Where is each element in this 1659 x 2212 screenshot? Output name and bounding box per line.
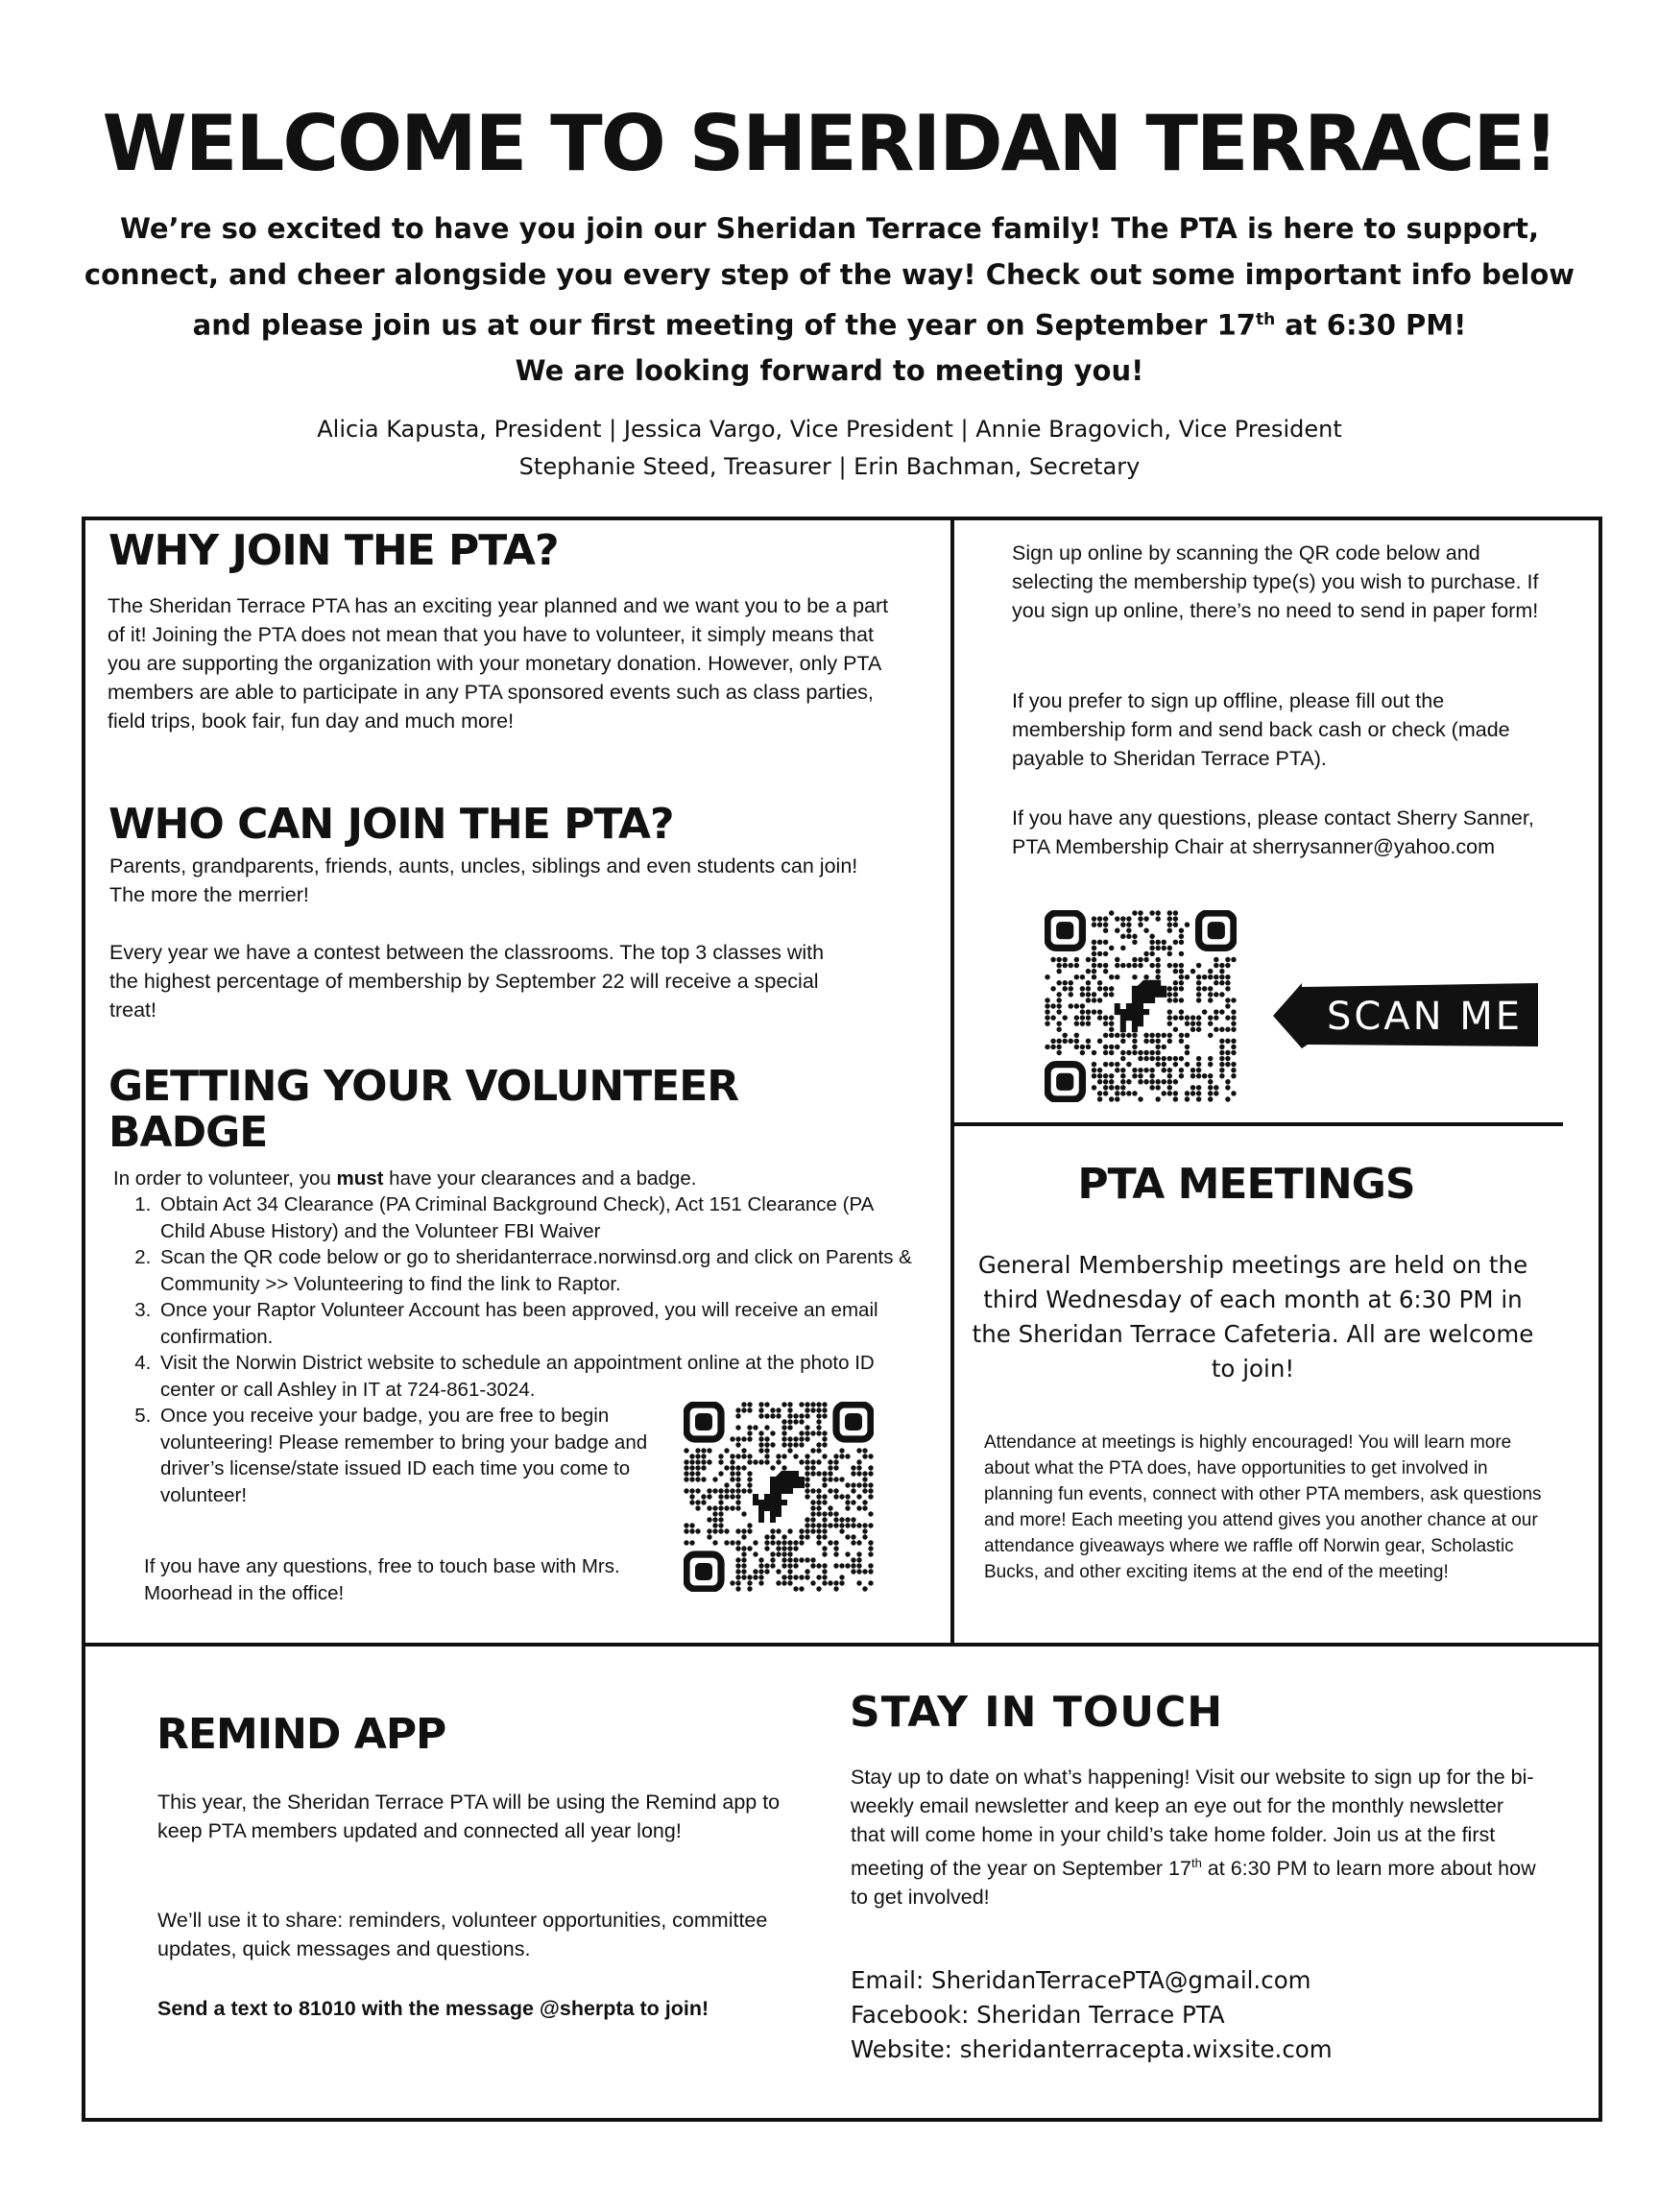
contact-website[interactable]: Website: sheridanterracepta.wixsite.com xyxy=(851,2035,1333,2063)
badge-heading-line1: GETTING YOUR VOLUNTEER xyxy=(108,1062,739,1111)
scan-me-label: SCAN ME xyxy=(1326,995,1524,1039)
contact-email[interactable]: Email: SheridanTerracePTA@gmail.com xyxy=(851,1966,1311,1994)
scan-me-arrow-icon xyxy=(1273,979,1538,1052)
divider-vertical xyxy=(950,517,954,1647)
meetings-text2: Attendance at meetings is highly encouraged! You will learn more about what the PTA does, have opportunities to get involved in planning fun events, connect with other PTA members, ask questions and more! Each meeting you attend gives you another chance at our attendance giveaways where we raffle off Norwin gear, Scholastic Bucks, and other exciting items at the end of the meeting! xyxy=(984,1432,1542,1582)
intro-text xyxy=(58,206,1601,395)
stay-text xyxy=(851,1763,1542,1911)
officers-line1: Alicia Kapusta, President | Jessica Vargo, Vice President | Annie Bragovich, Vice President xyxy=(317,416,1342,443)
intro-sup: th xyxy=(1255,310,1276,329)
contact-list xyxy=(851,1963,1333,2067)
badge-intro-a: In order to volunteer, you xyxy=(113,1167,337,1190)
dino-icon xyxy=(1115,980,1167,1033)
badge-heading-line2: BADGE xyxy=(108,1108,268,1157)
signup-text1: Sign up online by scanning the QR code below and selecting the membership type(s) you wish to purchase. If you sign up online, there’s no need to send in paper form! xyxy=(1012,541,1539,622)
remind-text3: Send a text to 81010 with the message @sherpta to join! xyxy=(157,1997,709,2020)
badge-step: 3. Once your Raptor Volunteer Account has been approved, you will receive an email confirmation. xyxy=(156,1297,915,1350)
divider-right xyxy=(952,1122,1563,1126)
membership-qr-code[interactable] xyxy=(1045,910,1237,1102)
remind-heading: REMIND APP xyxy=(156,1710,446,1759)
badge-heading xyxy=(108,1064,738,1156)
intro-line4: We are looking forward to meeting you! xyxy=(515,354,1144,388)
remind-text2: We’ll use it to share: reminders, volunteer opportunities, committee updates, quick messages and questions. xyxy=(157,1909,768,1960)
badge-step: 1. Obtain Act 34 Clearance (PA Criminal Background Check), Act 151 Clearance (PA Child Abuse History) and the Volunteer FBI Waiver xyxy=(156,1191,915,1244)
stay-heading: STAY IN TOUCH xyxy=(850,1688,1224,1737)
meetings-text1: General Membership meetings are held on the third Wednesday of each month at 6:30 PM in the Sheridan Terrace Cafeteria. All are welcome to join! xyxy=(972,1251,1534,1382)
stay-text-part1: Stay up to date on what’s happening! Visit our website to sign up for the bi-weekly email newsletter and keep an eye out for the monthly newsletter that will come home in your child’s take home folder. Join us at the first meeting of the year on September 17 xyxy=(851,1766,1534,1881)
meetings-heading: PTA MEETINGS xyxy=(1077,1160,1415,1209)
badge-step: 2. Scan the QR code below or go to sheridanterrace.norwinsd.org and click on Parents & Community >> Volunteering to find the link to Raptor. xyxy=(156,1244,915,1297)
why-join-text: The Sheridan Terrace PTA has an exciting year planned and we want you to be a part of it! Joining the PTA does not mean that you have to volunteer, it simply means that you are supporting the organization with your monetary donation. However, only PTA members are able to participate in any PTA sponsored events such as class parties, field trips, book fair, fun day and much more! xyxy=(108,594,889,733)
who-join-heading: WHO CAN JOIN THE PTA? xyxy=(108,800,674,849)
page-title: WELCOME TO SHERIDAN TERRACE! xyxy=(102,99,1557,188)
volunteer-qr-code[interactable] xyxy=(684,1402,874,1592)
signup-text2: If you prefer to sign up offline, please fill out the membership form and send back cash or check (made payable to Sheridan Terrace PTA). xyxy=(1012,689,1510,770)
officers xyxy=(0,411,1659,486)
who-join-text1: Parents, grandparents, friends, aunts, uncles, siblings and even students can join! The more the merrier! xyxy=(109,854,858,906)
contact-facebook[interactable]: Facebook: Sheridan Terrace PTA xyxy=(851,2001,1225,2029)
remind-text1: This year, the Sheridan Terrace PTA will be using the Remind app to keep PTA members updated and connected all year long! xyxy=(157,1791,781,1842)
divider-horizontal xyxy=(82,1643,1599,1647)
badge-step: 5. Once you receive your badge, you are free to begin volunteering! Please remember to bring your badge and driver’s license/state issued ID each time you come to volunteer! xyxy=(156,1403,660,1508)
dino-icon xyxy=(753,1471,805,1523)
why-join-heading: WHY JOIN THE PTA? xyxy=(108,526,559,575)
badge-intro xyxy=(113,1166,881,1192)
intro-part1: We’re so excited to have you join our Sheridan Terrace family! The PTA is here to support, connect, and cheer alongside you every step of the way! Check out some important info below and please join us at our first meeting of the year on September 17 xyxy=(84,212,1575,342)
signup-text3: If you have any questions, please contact Sherry Sanner, PTA Membership Chair at sherrysanner@yahoo.com xyxy=(1012,806,1534,858)
badge-intro-bold: must xyxy=(336,1167,384,1190)
badge-step: 4. Visit the Norwin District website to schedule an appointment online at the photo ID center or call Ashley in IT at 724-861-3024. xyxy=(156,1350,915,1403)
intro-part2: at 6:30 PM! xyxy=(1275,308,1467,342)
badge-intro-b: have your clearances and a badge. xyxy=(383,1167,697,1190)
badge-footer: If you have any questions, free to touch base with Mrs. Moorhead in the office! xyxy=(144,1555,620,1604)
officers-line2: Stephanie Steed, Treasurer | Erin Bachman, Secretary xyxy=(518,453,1141,480)
stay-text-part2: at 6:30 PM to learn more about how to get involved! xyxy=(851,1857,1536,1910)
stay-text-sup: th xyxy=(1190,1856,1202,1870)
who-join-text2: Every year we have a contest between the classrooms. The top 3 classes with the highest percentage of membership by September 22 will receive a special treat! xyxy=(109,941,825,1022)
